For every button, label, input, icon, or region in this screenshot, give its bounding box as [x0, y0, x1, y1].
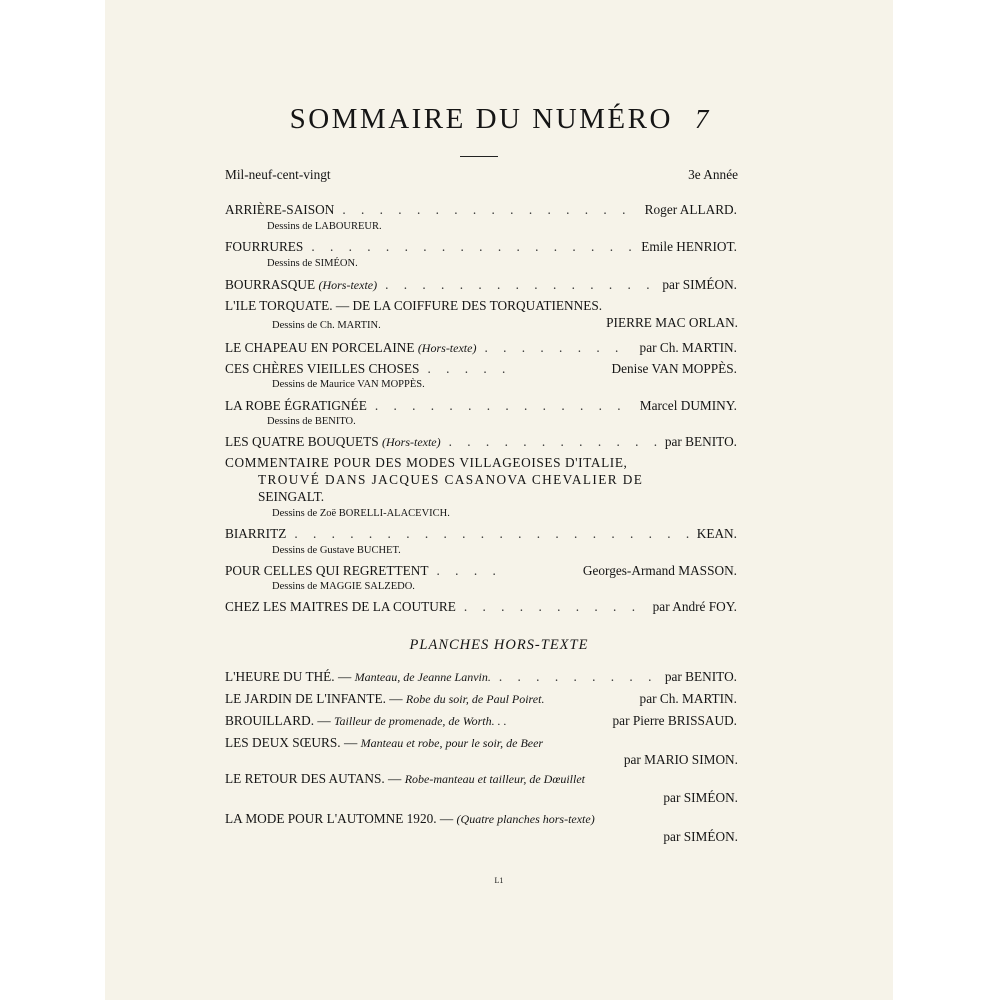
leader-dots	[437, 563, 507, 579]
entry-author: par André FOY.	[652, 599, 737, 614]
entry-title-line-1: COMMENTAIRE POUR DES MODES VILLAGEOISES D'ITALIE,	[225, 455, 628, 470]
entry-title	[225, 434, 441, 450]
entry-title	[225, 277, 377, 293]
entry-note: (Hors-texte)	[417, 341, 477, 355]
entry-credit: Dessins de MAGGIE SALZEDO.	[272, 581, 415, 592]
entry-credit: Dessins de Maurice VAN MOPPÈS.	[272, 379, 425, 390]
entry-author: Georges-Armand MASSON.	[582, 563, 737, 578]
entry-credit: Dessins de Zoë BORELLI-ALACEVICH.	[272, 508, 450, 519]
entry-title-text: BOURRASQUE	[225, 277, 316, 292]
year-label: Mil-neuf-cent-vingt	[225, 167, 331, 182]
issue-number: 7	[694, 104, 709, 134]
plate-author: par Ch. MARTIN.	[639, 691, 737, 706]
leader-dots	[375, 398, 632, 414]
entry-author: KEAN.	[696, 526, 737, 541]
plate-title	[225, 669, 491, 685]
toc-entry	[225, 361, 737, 377]
plate-note: (Quatre planches hors-texte)	[456, 812, 595, 826]
plate-entry	[225, 691, 737, 707]
plate-note: Robe du soir, de Paul Poiret.	[405, 692, 545, 706]
plate-author: par SIMÉON.	[663, 829, 738, 844]
plate-note: Robe-manteau et tailleur, de Dœuillet	[404, 772, 585, 786]
title-text: SOMMAIRE DU NUMÉRO	[289, 103, 673, 135]
entry-title-line-2: TROUVÉ DANS JACQUES CASANOVA CHEVALIER DE	[258, 472, 644, 487]
leader-dots	[464, 599, 645, 615]
plate-title	[225, 735, 543, 751]
entry-author: par BENITO.	[664, 434, 737, 449]
entry-author: Denise VAN MOPPÈS.	[611, 361, 737, 376]
plate-entry	[225, 669, 737, 685]
plate-author: par MARIO SIMON.	[623, 752, 738, 767]
leader-dots	[484, 340, 631, 356]
toc-entry	[225, 239, 737, 255]
entry-author: par SIMÉON.	[662, 277, 737, 292]
toc-entry	[225, 599, 737, 615]
leader-dots	[499, 669, 657, 685]
entry-title: BIARRITZ	[225, 526, 287, 541]
entry-title-line-3: SEINGALT.	[258, 489, 325, 504]
plate-note: Manteau et robe, pour le soir, de Beer	[360, 736, 544, 750]
entry-title: L'ILE TORQUATE. — DE LA COIFFURE DES TORQUATIENNES.	[225, 298, 603, 313]
entry-title	[225, 340, 476, 356]
plate-title-text: L'HEURE DU THÉ. —	[225, 669, 352, 684]
entry-author: Marcel DUMINY.	[639, 398, 737, 413]
signature-mark: L1	[494, 876, 504, 885]
toc-entry	[225, 434, 737, 450]
leader-dots	[385, 277, 654, 293]
plate-title-text: LA MODE POUR L'AUTOMNE 1920. —	[225, 811, 454, 826]
entry-title: CHEZ LES MAITRES DE LA COUTURE	[225, 599, 456, 614]
entry-author: PIERRE MAC ORLAN.	[606, 315, 738, 330]
plate-title	[225, 691, 544, 707]
plate-author: par Pierre BRISSAUD.	[612, 713, 737, 728]
entry-credit: Dessins de Ch. MARTIN.	[272, 320, 381, 331]
entry-credit: Dessins de SIMÉON.	[267, 258, 358, 269]
title-divider	[460, 156, 498, 157]
entry-title: CES CHÈRES VIEILLES CHOSES	[225, 361, 420, 376]
entry-title: LA ROBE ÉGRATIGNÉE	[225, 398, 367, 413]
volume-label: 3e Année	[688, 167, 738, 182]
leader-dots	[311, 239, 633, 255]
entry-credit: Dessins de BENITO.	[267, 416, 356, 427]
toc-entry	[225, 340, 737, 356]
plate-title-text: LE JARDIN DE L'INFANTE. —	[225, 691, 403, 706]
entry-title-text: LE CHAPEAU EN PORCELAINE	[225, 340, 415, 355]
plate-title-text: LE RETOUR DES AUTANS. —	[225, 771, 402, 786]
plate-title	[225, 713, 507, 729]
plate-entry	[225, 713, 737, 729]
plate-author: par BENITO.	[664, 669, 737, 684]
entry-author: Roger ALLARD.	[644, 202, 737, 217]
entry-note: (Hors-texte)	[318, 278, 378, 292]
toc-entry	[225, 277, 737, 293]
leader-dots	[427, 361, 519, 377]
plate-note: Tailleur de promenade, de Worth. . .	[333, 714, 507, 728]
plate-note: Manteau, de Jeanne Lanvin.	[354, 670, 491, 684]
plate-title	[225, 771, 585, 787]
entry-credit: Dessins de Gustave BUCHET.	[272, 545, 401, 556]
toc-entry	[225, 202, 737, 218]
entry-author: Emile HENRIOT.	[641, 239, 737, 254]
toc-entry	[225, 526, 737, 542]
leader-dots	[294, 526, 688, 542]
leader-dots	[342, 202, 636, 218]
entry-title: FOURRURES	[225, 239, 304, 254]
entry-title: POUR CELLES QUI REGRETTENT	[225, 563, 429, 578]
toc-entry	[225, 563, 737, 579]
leader-dots	[449, 434, 657, 450]
entry-credit: Dessins de LABOUREUR.	[267, 221, 382, 232]
page-title	[105, 103, 893, 136]
entry-note: (Hors-texte)	[381, 435, 441, 449]
section-heading: PLANCHES HORS-TEXTE	[409, 637, 589, 653]
entry-author: par Ch. MARTIN.	[639, 340, 737, 355]
page	[105, 0, 893, 1000]
toc-entry	[225, 398, 737, 414]
plate-author: par SIMÉON.	[663, 790, 738, 805]
plate-title	[225, 811, 595, 827]
entry-title-text: LES QUATRE BOUQUETS	[225, 434, 379, 449]
plate-title-text: LES DEUX SŒURS. —	[225, 735, 358, 750]
entry-title: ARRIÈRE-SAISON	[225, 202, 335, 217]
plate-title-text: BROUILLARD. —	[225, 713, 331, 728]
